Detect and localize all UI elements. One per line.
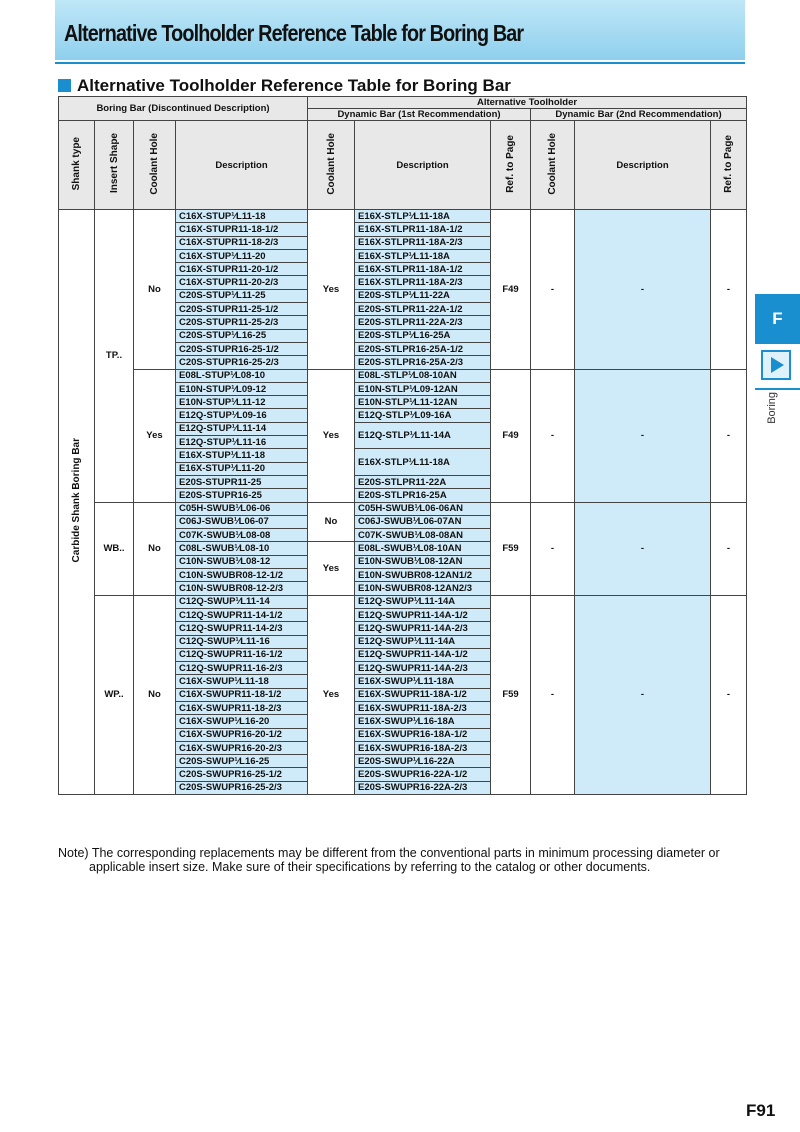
alt-coolant-hole-cell: No — [308, 502, 355, 542]
alternative-description-cell: E16X-STLPR11-18A-2/3 — [355, 236, 491, 249]
alt2-ref-page-cell: - — [711, 595, 747, 794]
discontinued-description-cell: C12Q-SWUPR11-16-2/3 — [176, 662, 308, 675]
alt2-ref-page-cell: - — [711, 210, 747, 370]
alternative-description-cell: E16X-SWUPR11-18A-2/3 — [355, 701, 491, 714]
alternative-description-cell: E16X-STLP¹⁄L11-18A — [355, 449, 491, 476]
alternative-description-cell: E20S-STLPR11-22A-1/2 — [355, 303, 491, 316]
alt-coolant-hole-cell: Yes — [308, 210, 355, 370]
page-number: F91 — [746, 1101, 776, 1120]
discontinued-description-cell: C20S-SWUP¹⁄L16-25 — [176, 755, 308, 768]
header-coolant-hole: Coolant Hole — [134, 121, 176, 210]
discontinued-description-cell: C16X-STUPR11-18-1/2 — [176, 223, 308, 236]
footnote — [58, 846, 758, 874]
discontinued-description-cell: C12Q-SWUPR11-14-2/3 — [176, 622, 308, 635]
discontinued-description-cell: C16X-SWUP¹⁄L11-18 — [176, 675, 308, 688]
alternative-description-cell: E20S-SWUP¹⁄L16-22A — [355, 755, 491, 768]
alternative-description-cell: E20S-STLPR16-25A-1/2 — [355, 342, 491, 355]
coolant-hole-cell: No — [134, 595, 176, 794]
alt2-coolant-hole-cell: - — [531, 210, 575, 370]
alternative-description-cell: C07K-SWUB¹⁄L08-08AN — [355, 529, 491, 542]
discontinued-description-cell: C12Q-SWUPR11-14-1/2 — [176, 608, 308, 621]
discontinued-description-cell: E08L-STUP¹⁄L08-10 — [176, 369, 308, 382]
side-label-boring: Boring — [766, 392, 778, 424]
section-title-text: Alternative Toolholder Reference Table for Boring Bar — [77, 76, 511, 95]
alternative-description-cell: E08L-SWUB¹⁄L08-10AN — [355, 542, 491, 555]
discontinued-description-cell: C16X-STUPR11-20-2/3 — [176, 276, 308, 289]
discontinued-description-cell: C16X-STUP¹⁄L11-20 — [176, 249, 308, 262]
table-row — [59, 210, 747, 223]
alternative-description-cell: E12Q-STLP¹⁄L11-14A — [355, 422, 491, 449]
alternative-description-cell: E20S-STLPR11-22A — [355, 475, 491, 488]
alternative-description-cell: E12Q-SWUPR11-14A-2/3 — [355, 662, 491, 675]
discontinued-description-cell: C20S-STUP¹⁄L16-25 — [176, 329, 308, 342]
discontinued-description-cell: E20S-STUPR11-25 — [176, 475, 308, 488]
discontinued-description-cell: E12Q-STUP¹⁄L09-16 — [176, 409, 308, 422]
shank-type-label: Carbide Shank Boring Bar — [71, 438, 82, 563]
footnote-line-2: applicable insert size. Make sure of their specifications by referring to the catalog or other documents. — [89, 860, 651, 874]
discontinued-description-cell: C10N-SWUBR08-12-1/2 — [176, 569, 308, 582]
alternative-description-cell: E16X-STLP¹⁄L11-18A — [355, 249, 491, 262]
alternative-description-cell: E20S-STLPR11-22A-2/3 — [355, 316, 491, 329]
discontinued-description-cell: C16X-SWUP¹⁄L16-20 — [176, 715, 308, 728]
header-description-1st: Description — [355, 121, 491, 210]
discontinued-description-cell: C20S-SWUPR16-25-1/2 — [176, 768, 308, 781]
alternative-description-cell: E10N-SWUBR08-12AN2/3 — [355, 582, 491, 595]
alternative-description-cell: E10N-SWUBR08-12AN1/2 — [355, 569, 491, 582]
coolant-hole-cell: Yes — [134, 369, 176, 502]
alternative-description-cell: E12Q-SWUPR11-14A-1/2 — [355, 648, 491, 661]
discontinued-description-cell: C12Q-SWUP¹⁄L11-16 — [176, 635, 308, 648]
alternative-description-cell: E12Q-SWUPR11-14A-1/2 — [355, 608, 491, 621]
insert-shape-cell: TP.. — [95, 210, 134, 503]
alternative-description-cell: E20S-STLP¹⁄L11-22A — [355, 289, 491, 302]
header-insert-shape: Insert Shape — [95, 121, 134, 210]
discontinued-description-cell: E10N-STUP¹⁄L09-12 — [176, 382, 308, 395]
discontinued-description-cell: C08L-SWUB¹⁄L08-10 — [176, 542, 308, 555]
discontinued-description-cell: C20S-STUPR16-25-1/2 — [176, 342, 308, 355]
discontinued-description-cell: C20S-STUPR16-25-2/3 — [176, 356, 308, 369]
alternative-description-cell: E16X-SWUPR11-18A-1/2 — [355, 688, 491, 701]
alternative-description-cell: E08L-STLP¹⁄L08-10AN — [355, 369, 491, 382]
header-coolant-hole-1st: Coolant Hole — [308, 121, 355, 210]
alternative-description-cell: E20S-STLP¹⁄L16-25A — [355, 329, 491, 342]
table-row — [59, 502, 747, 515]
discontinued-description-cell: C20S-SWUPR16-25-2/3 — [176, 781, 308, 794]
insert-shape-cell: WB.. — [95, 502, 134, 595]
discontinued-description-cell: E16X-STUP¹⁄L11-18 — [176, 449, 308, 462]
alt2-description-cell: - — [575, 595, 711, 794]
square-bullet-icon — [58, 79, 71, 92]
discontinued-description-cell: C20S-STUPR11-25-1/2 — [176, 303, 308, 316]
discontinued-description-cell: C06J-SWUB¹⁄L06-07 — [176, 515, 308, 528]
discontinued-description-cell: C05H-SWUB¹⁄L06-06 — [176, 502, 308, 515]
discontinued-description-cell: E10N-STUP¹⁄L11-12 — [176, 396, 308, 409]
header-dynamic-bar-1st: Dynamic Bar (1st Recommendation) — [308, 109, 531, 121]
alternative-description-cell: E16X-SWUP¹⁄L11-18A — [355, 675, 491, 688]
coolant-hole-cell: No — [134, 210, 176, 370]
discontinued-description-cell: E12Q-STUP¹⁄L11-14 — [176, 422, 308, 435]
alt2-ref-page-cell: - — [711, 369, 747, 502]
discontinued-description-cell: E20S-STUPR16-25 — [176, 489, 308, 502]
boring-play-icon — [761, 350, 791, 380]
alt2-description-cell: - — [575, 502, 711, 595]
discontinued-description-cell: C16X-STUPR11-20-1/2 — [176, 263, 308, 276]
alternative-description-cell: E12Q-SWUPR11-14A-2/3 — [355, 622, 491, 635]
alternative-description-cell: E16X-SWUPR16-18A-2/3 — [355, 741, 491, 754]
header-dynamic-bar-2nd: Dynamic Bar (2nd Recommendation) — [531, 109, 747, 121]
alternative-description-cell: E16X-STLPR11-18A-1/2 — [355, 223, 491, 236]
alternative-description-cell: E16X-SWUPR16-18A-1/2 — [355, 728, 491, 741]
header-boring-bar: Boring Bar (Discontinued Description) — [59, 97, 308, 121]
header-description: Description — [176, 121, 308, 210]
section-tab-f[interactable]: F — [755, 294, 800, 344]
discontinued-description-cell: C12Q-SWUP¹⁄L11-14 — [176, 595, 308, 608]
discontinued-description-cell: C20S-STUPR11-25-2/3 — [176, 316, 308, 329]
header-ref-page-2nd: Ref. to Page — [711, 121, 747, 210]
discontinued-description-cell: C20S-STUP¹⁄L11-25 — [176, 289, 308, 302]
alternative-description-cell: E12Q-STLP¹⁄L09-16A — [355, 409, 491, 422]
alternative-description-cell: E10N-SWUB¹⁄L08-12AN — [355, 555, 491, 568]
alternative-description-cell: E12Q-SWUP¹⁄L11-14A — [355, 635, 491, 648]
side-divider — [755, 388, 800, 390]
alt2-ref-page-cell: - — [711, 502, 747, 595]
ref-page-cell: F59 — [491, 502, 531, 595]
ref-page-cell: F49 — [491, 210, 531, 370]
alternative-description-cell: E16X-STLPR11-18A-2/3 — [355, 276, 491, 289]
alt-coolant-hole-cell: Yes — [308, 595, 355, 794]
ref-page-cell: F59 — [491, 595, 531, 794]
alt2-description-cell: - — [575, 210, 711, 370]
table-body — [59, 210, 747, 795]
discontinued-description-cell: C16X-SWUPR11-18-1/2 — [176, 688, 308, 701]
alternative-description-cell: E20S-STLPR16-25A-2/3 — [355, 356, 491, 369]
alt2-coolant-hole-cell: - — [531, 369, 575, 502]
alternative-description-cell: E16X-SWUP¹⁄L16-18A — [355, 715, 491, 728]
discontinued-description-cell: C07K-SWUB¹⁄L08-08 — [176, 529, 308, 542]
banner-divider — [55, 62, 745, 64]
discontinued-description-cell: C16X-STUP¹⁄L11-18 — [176, 210, 308, 223]
section-title — [58, 76, 511, 96]
table-row — [59, 369, 747, 382]
discontinued-description-cell: C16X-STUPR11-18-2/3 — [176, 236, 308, 249]
coolant-hole-cell: No — [134, 502, 176, 595]
banner-title: Alternative Toolholder Reference Table for Boring Bar — [64, 20, 524, 46]
discontinued-description-cell: C16X-SWUPR11-18-2/3 — [176, 701, 308, 714]
reference-table — [58, 96, 747, 795]
header-coolant-hole-2nd: Coolant Hole — [531, 121, 575, 210]
discontinued-description-cell: C12Q-SWUPR11-16-1/2 — [176, 648, 308, 661]
alt2-description-cell: - — [575, 369, 711, 502]
shank-type-cell — [59, 210, 95, 795]
alternative-description-cell: E16X-STLPR11-18A-1/2 — [355, 263, 491, 276]
insert-shape-cell: WP.. — [95, 595, 134, 794]
alt-coolant-hole-cell: Yes — [308, 369, 355, 502]
alternative-description-cell: E20S-SWUPR16-22A-2/3 — [355, 781, 491, 794]
discontinued-description-cell: E12Q-STUP¹⁄L11-16 — [176, 436, 308, 449]
alternative-description-cell: C06J-SWUB¹⁄L06-07AN — [355, 515, 491, 528]
alternative-description-cell: C05H-SWUB¹⁄L06-06AN — [355, 502, 491, 515]
alternative-description-cell: E20S-SWUPR16-22A-1/2 — [355, 768, 491, 781]
alternative-description-cell: E16X-STLP¹⁄L11-18A — [355, 210, 491, 223]
alternative-description-cell: E10N-STLP¹⁄L09-12AN — [355, 382, 491, 395]
footnote-line-1: Note) The corresponding replacements may be different from the conventional parts in minimum processing diameter or — [58, 846, 720, 860]
alternative-description-cell: E10N-STLP¹⁄L11-12AN — [355, 396, 491, 409]
alternative-description-cell: E12Q-SWUP¹⁄L11-14A — [355, 595, 491, 608]
alt2-coolant-hole-cell: - — [531, 595, 575, 794]
table-row — [59, 595, 747, 608]
discontinued-description-cell: C10N-SWUBR08-12-2/3 — [176, 582, 308, 595]
header-alternative-toolholder: Alternative Toolholder — [308, 97, 747, 109]
header-description-2nd: Description — [575, 121, 711, 210]
alt2-coolant-hole-cell: - — [531, 502, 575, 595]
discontinued-description-cell: C16X-SWUPR16-20-2/3 — [176, 741, 308, 754]
header-ref-page-1st: Ref. to Page — [491, 121, 531, 210]
alt-coolant-hole-cell: Yes — [308, 542, 355, 595]
discontinued-description-cell: C10N-SWUB¹⁄L08-12 — [176, 555, 308, 568]
discontinued-description-cell: E16X-STUP¹⁄L11-20 — [176, 462, 308, 475]
header-shank-type: Shank type — [59, 121, 95, 210]
ref-page-cell: F49 — [491, 369, 531, 502]
alternative-description-cell: E20S-STLPR16-25A — [355, 489, 491, 502]
discontinued-description-cell: C16X-SWUPR16-20-1/2 — [176, 728, 308, 741]
